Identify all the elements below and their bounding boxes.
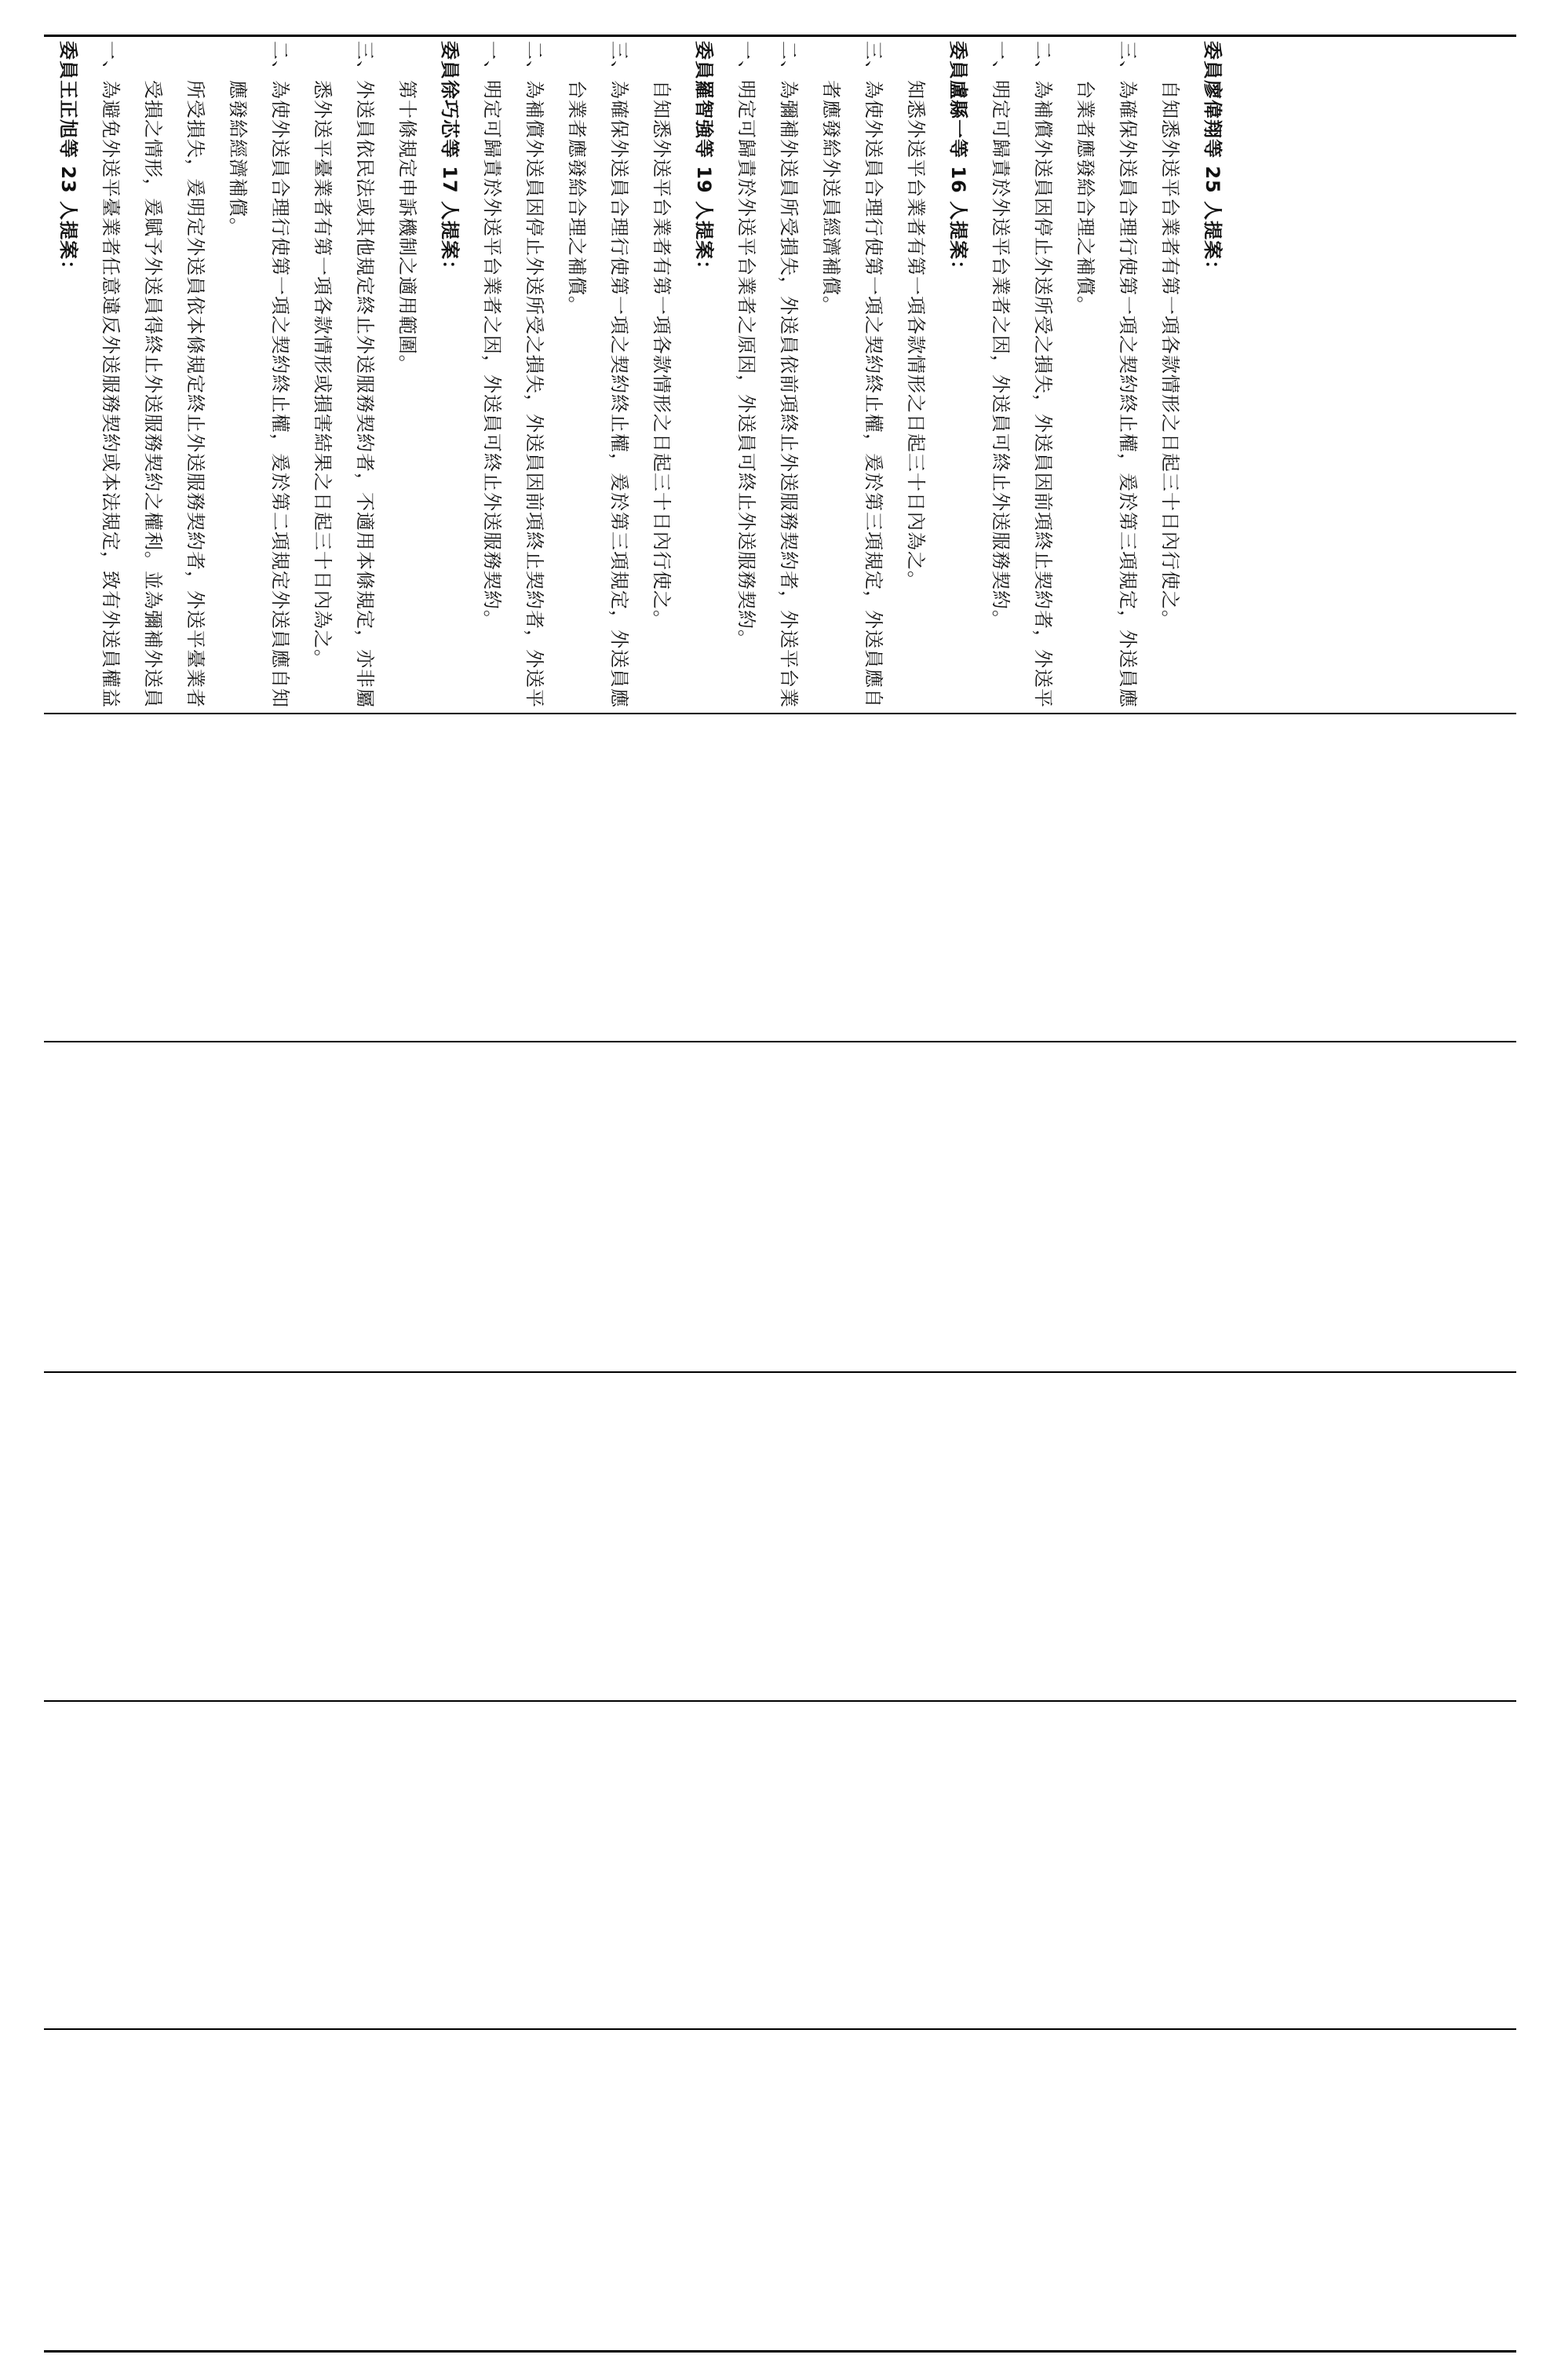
proposal-item [979,41,1022,716]
item-text: 為使外送員合理行使第一項之契約終止權，爰於第三項規定，外送員應自知悉外送平台業者有第一項各款情形之日起三十日內為之。 [863,80,927,708]
item-number: 二、 [269,41,291,80]
proposal-item [89,41,259,716]
item-text: 為避免外送平臺業者任意違反外送服務契約或本法規定，致有外送員權益受損之情形，爰賦予外送員得終止外送服務契約之權利。並為彌補外送員所受損失，爰明定外送員依本條規定終止外送服務契約者，外送平臺業者應發給經濟補償。 [100,80,249,708]
item-number: 一、 [100,41,122,80]
item-number: 三、 [608,41,630,80]
proposal-item [259,41,344,716]
item-text: 為彌補外送員所受損失，外送員依前項終止外送服務契約者，外送平台業者應發給外送員經濟補償。 [778,80,842,708]
proposal-item [768,41,852,716]
table-row-rule [44,1700,1516,1702]
item-number: 三、 [1117,41,1139,80]
item-text: 為使外送員合理行使第一項之契約終止權，爰於第二項規定外送員應自知悉外送平臺業者有第一項各款情形或損害結果之日起三十日內為之。 [269,80,334,708]
item-text: 明定可歸責於外送平台業者之因，外送員可終止外送服務契約。 [990,80,1012,630]
item-number: 一、 [481,41,503,80]
item-text: 明定可歸責於外送平台業者之因，外送員可終止外送服務契約。 [481,80,503,630]
explanation-cell [47,41,1515,716]
item-number: 一、 [990,41,1012,80]
proposal-item [1022,41,1107,716]
item-text: 明定可歸責於外送平台業者之原因，外送員可終止外送服務契約。 [735,80,757,649]
proposal-item [513,41,598,716]
proposal-item [598,41,683,716]
item-text: 為確保外送員合理行使第一項之契約終止權，爰於第三項規定，外送員應自知悉外送平台業者有第一項各款情形之日起三十日內行使之。 [1117,80,1181,708]
table-bottom-rule [44,2350,1516,2353]
proposal-heading: 委員徐巧芯等 17 人提案： [439,41,461,280]
item-text: 為補償外送員因停止外送所受之損失，外送員因前項終止契約者，外送平台業者應發給合理之補償。 [523,80,588,708]
item-text: 為補償外送員因停止外送所受之損失，外送員因前項終止契約者，外送平台業者應發給合理之補償。 [1032,80,1096,708]
proposal-item [1107,41,1191,716]
item-text: 為確保外送員合理行使第一項之契約終止權，爰於第三項規定，外送員應自知悉外送平台業者有第一項各款情形之日起三十日內行使之。 [608,80,673,708]
item-text: 外送員依民法或其他規定終止外送服務契約者，不適用本條規定，亦非屬第十條規定申訴機制之適用範圍。 [354,80,418,708]
proposal-heading: 委員羅智強等 19 人提案： [693,41,715,280]
proposal-heading: 委員廖偉翔等 25 人提案： [1202,41,1224,280]
proposal-item [852,41,937,716]
table-top-rule [44,35,1516,37]
proposal-heading: 委員盧縣一等 16 人提案： [947,41,969,280]
item-number: 三、 [863,41,884,80]
item-number: 二、 [778,41,800,80]
item-number: 一、 [735,41,757,80]
proposal-item [725,41,768,716]
proposal-item [344,41,429,716]
table-row-rule [44,1041,1516,1042]
table-row-rule [44,2028,1516,2030]
rotated-text-flow [47,41,1515,716]
item-number: 二、 [523,41,545,80]
item-number: 二、 [1032,41,1054,80]
proposal-item [471,41,513,716]
item-number: 三、 [354,41,376,80]
table-row-rule [44,1371,1516,1373]
proposal-heading: 委員王正旭等 23 人提案： [57,41,79,280]
